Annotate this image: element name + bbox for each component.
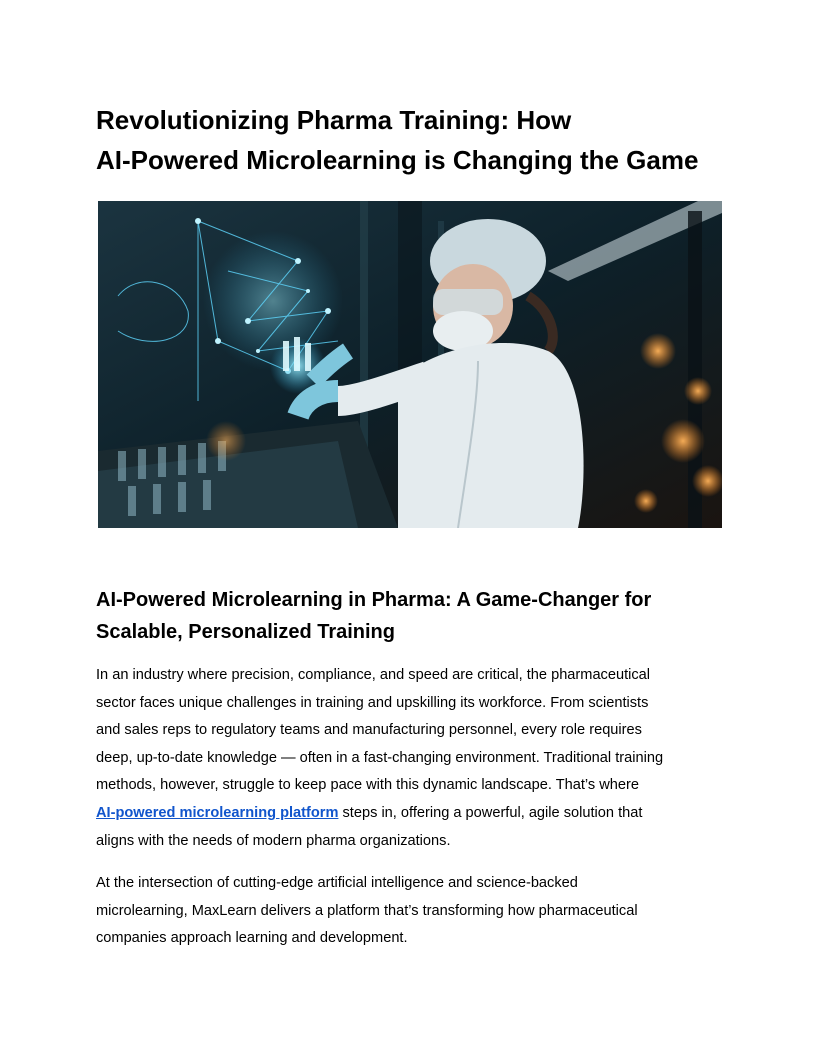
text-line: and sales reps to regulatory teams and manufacturing personnel, every role requires: [96, 722, 642, 739]
text-line: companies approach learning and development.: [96, 930, 408, 947]
text-line: methods, however, struggle to keep pace with this dynamic landscape. That’s where: [96, 777, 639, 794]
text-line: At the intersection of cutting-edge artificial intelligence and science-backed: [96, 875, 578, 891]
paragraph-intro: [96, 662, 736, 855]
text-line: deep, up-to-date knowledge — often in a fast-changing environment. Traditional training: [96, 749, 664, 766]
paragraph-maxlearn: [96, 870, 736, 953]
text-line: In an industry where precision, compliance, and speed are critical, the pharmaceutical: [96, 667, 651, 683]
hero-image: [98, 201, 722, 528]
section-heading-line: AI-Powered Microlearning in Pharma: A Game-Changer for: [96, 589, 652, 611]
section-heading-line: Scalable, Personalized Training: [96, 621, 395, 643]
scientist-lab-photo-icon: [98, 201, 722, 528]
microlearning-platform-link[interactable]: AI-powered microlearning platform: [96, 804, 339, 821]
section-heading: [96, 584, 736, 648]
text-line: sector faces unique challenges in training and upskilling its workforce. From scientists: [96, 694, 649, 711]
title-line: Revolutionizing Pharma Training: How: [96, 105, 572, 135]
text-line: microlearning, MaxLearn delivers a platform that’s transforming how pharmaceutical: [96, 902, 638, 919]
document-title: [96, 100, 736, 180]
text-line: aligns with the needs of modern pharma organizations.: [96, 832, 451, 849]
text-line-with-link: [96, 800, 736, 828]
title-line: AI-Powered Microlearning is Changing the Game: [96, 145, 699, 175]
text-after-link: steps in, offering a powerful, agile solution that: [338, 804, 643, 821]
